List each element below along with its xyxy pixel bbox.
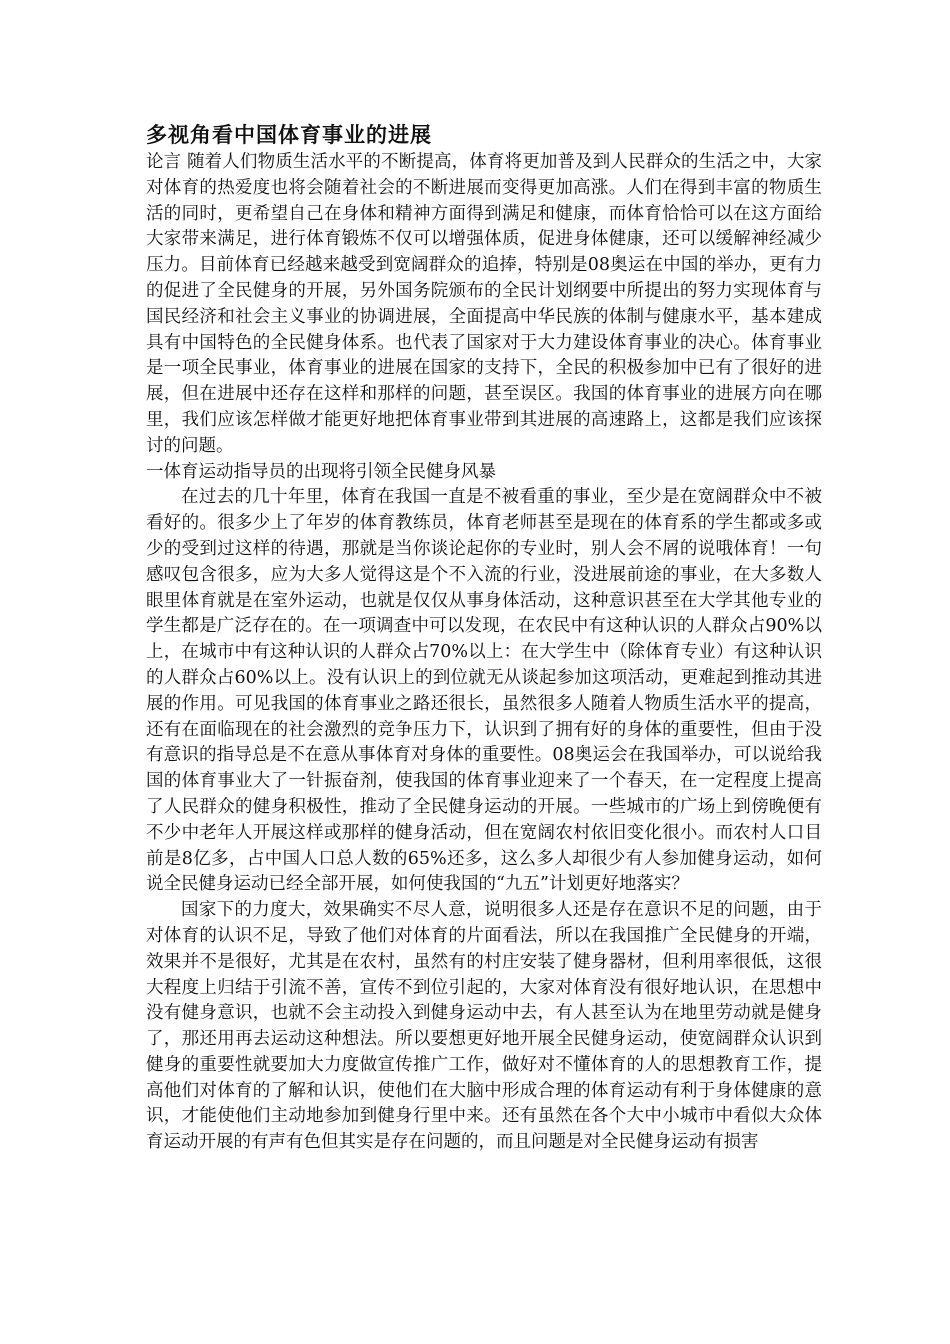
- body-paragraph-1: 在过去的几十年里，体育在我国一直是不被看重的事业，至少是在宽阔群众中不被看好的。很多少上了年岁的体育教练员，体育老师甚至是现在的体育系的学生都或多或少的受到过这样的待遇，那就是当你谈论起你的专业时，别人会不屑的说哦体育！一句感叹包含很多，应为大多人觉得这是个不入流的行业，没进展前途的事业，在大多数人眼里体育就是在室外运动，也就是仅仅从事身体活动，这种意识甚至在大学其他专业的学生都是广泛存在的。在一项调查中可以发现，在农民中有这种认识的人群众占90%以上，在城市中有这种认识的人群众占70%以上：在大学生中（除体育专业）有这种认识的人群众占60%以上。没有认识上的到位就无从谈起参加这项活动，更难起到推动其进展的作用。可见我国的体育事业之路还很长，虽然很多人随着人物质生活水平的提高，还有在面临现在的社会激烈的竞争压力下，认识到了拥有好的身体的重要性，但由于没有意识的指导总是不在意从事体育对身体的重要性。08奥运会在我国举办，可以说给我国的体育事业大了一针振奋剂，使我国的体育事业迎来了一个春天，在一定程度上提高了人民群众的健身积极性，推动了全民健身运动的开展。一些城市的广场上到傍晚便有不少中老年人开展这样或那样的健身活动，但在宽阔农村依旧变化很小。而农村人口目前是8亿多，占中国人口总人数的65%还多，这么多人却很少有人参加健身运动，如何说全民健身运动已经全部开展，如何使我国的“九五”计划更好地落实？: [146, 487, 822, 895]
- document-title: 多视角看中国体育事业的进展: [146, 122, 432, 147]
- document-body: [146, 120, 822, 1156]
- section-heading: 一体育运动指导员的出现将引领全民健身风暴: [146, 461, 496, 482]
- body-paragraph-2: 国家下的力度大，效果确实不尽人意，说明很多人还是存在意识不足的问题，由于对体育的认识不足，导致了他们对体育的片面看法，所以在我国推广全民健身的开端，效果并不是很好，尤其是在农村，虽然有的村庄安装了健身器材，但利用率很低，这很大程度上归结于引流不善，宣传不到位引起的，大家对体育没有很好地认识，在思想中没有健身意识，也就不会主动投入到健身运动中去，有人甚至认为在地里劳动就是健身了，那还用再去运动这种想法。所以要想更好地开展全民健身运动，使宽阔群众认识到健身的重要性就要加大力度做宣传推广工作，做好对不懂体育的人的思想教育工作，提高他们对体育的了解和认识，使他们在大脑中形成合理的体育运动有利于身体健康的意识，才能使他们主动地参加到健身行里中来。还有虽然在各个大中小城市中看似大众体育运动开展的有声有色但其实是存在问题的，而且问题是对全民健身运动有损害: [146, 900, 822, 1153]
- intro-paragraph: 论言 随着人们物质生活水平的不断提高，体育将更加普及到人民群众的生活之中，大家对体育的热爱度也将会随着社会的不断进展而变得更加高涨。人们在得到丰富的物质生活的同时，更希望自己在身体和精神方面得到满足和健康，而体育恰恰可以在这方面给大家带来满足，进行体育锻炼不仅可以增强体质，促进身体健康，还可以缓解神经减少压力。目前体育已经越来越受到宽阔群众的追捧，特别是08奥运在中国的举办，更有力的促进了全民健身的开展，另外国务院颁布的全民计划纲要中所提出的努力实现体育与国民经济和社会主义事业的协调进展，全面提高中华民族的体制与健康水平，基本建成具有中国特色的全民健身体系。也代表了国家对于大力建设体育事业的决心。体育事业是一项全民事业，体育事业的进展在国家的支持下，全民的积极参加中已有了很好的进展，但在进展中还存在这样和那样的问题，甚至误区。我国的体育事业的进展方向在哪里，我们应该怎样做才能更好地把体育事业带到其进展的高速路上，这都是我们应该探讨的问题。: [146, 152, 822, 456]
